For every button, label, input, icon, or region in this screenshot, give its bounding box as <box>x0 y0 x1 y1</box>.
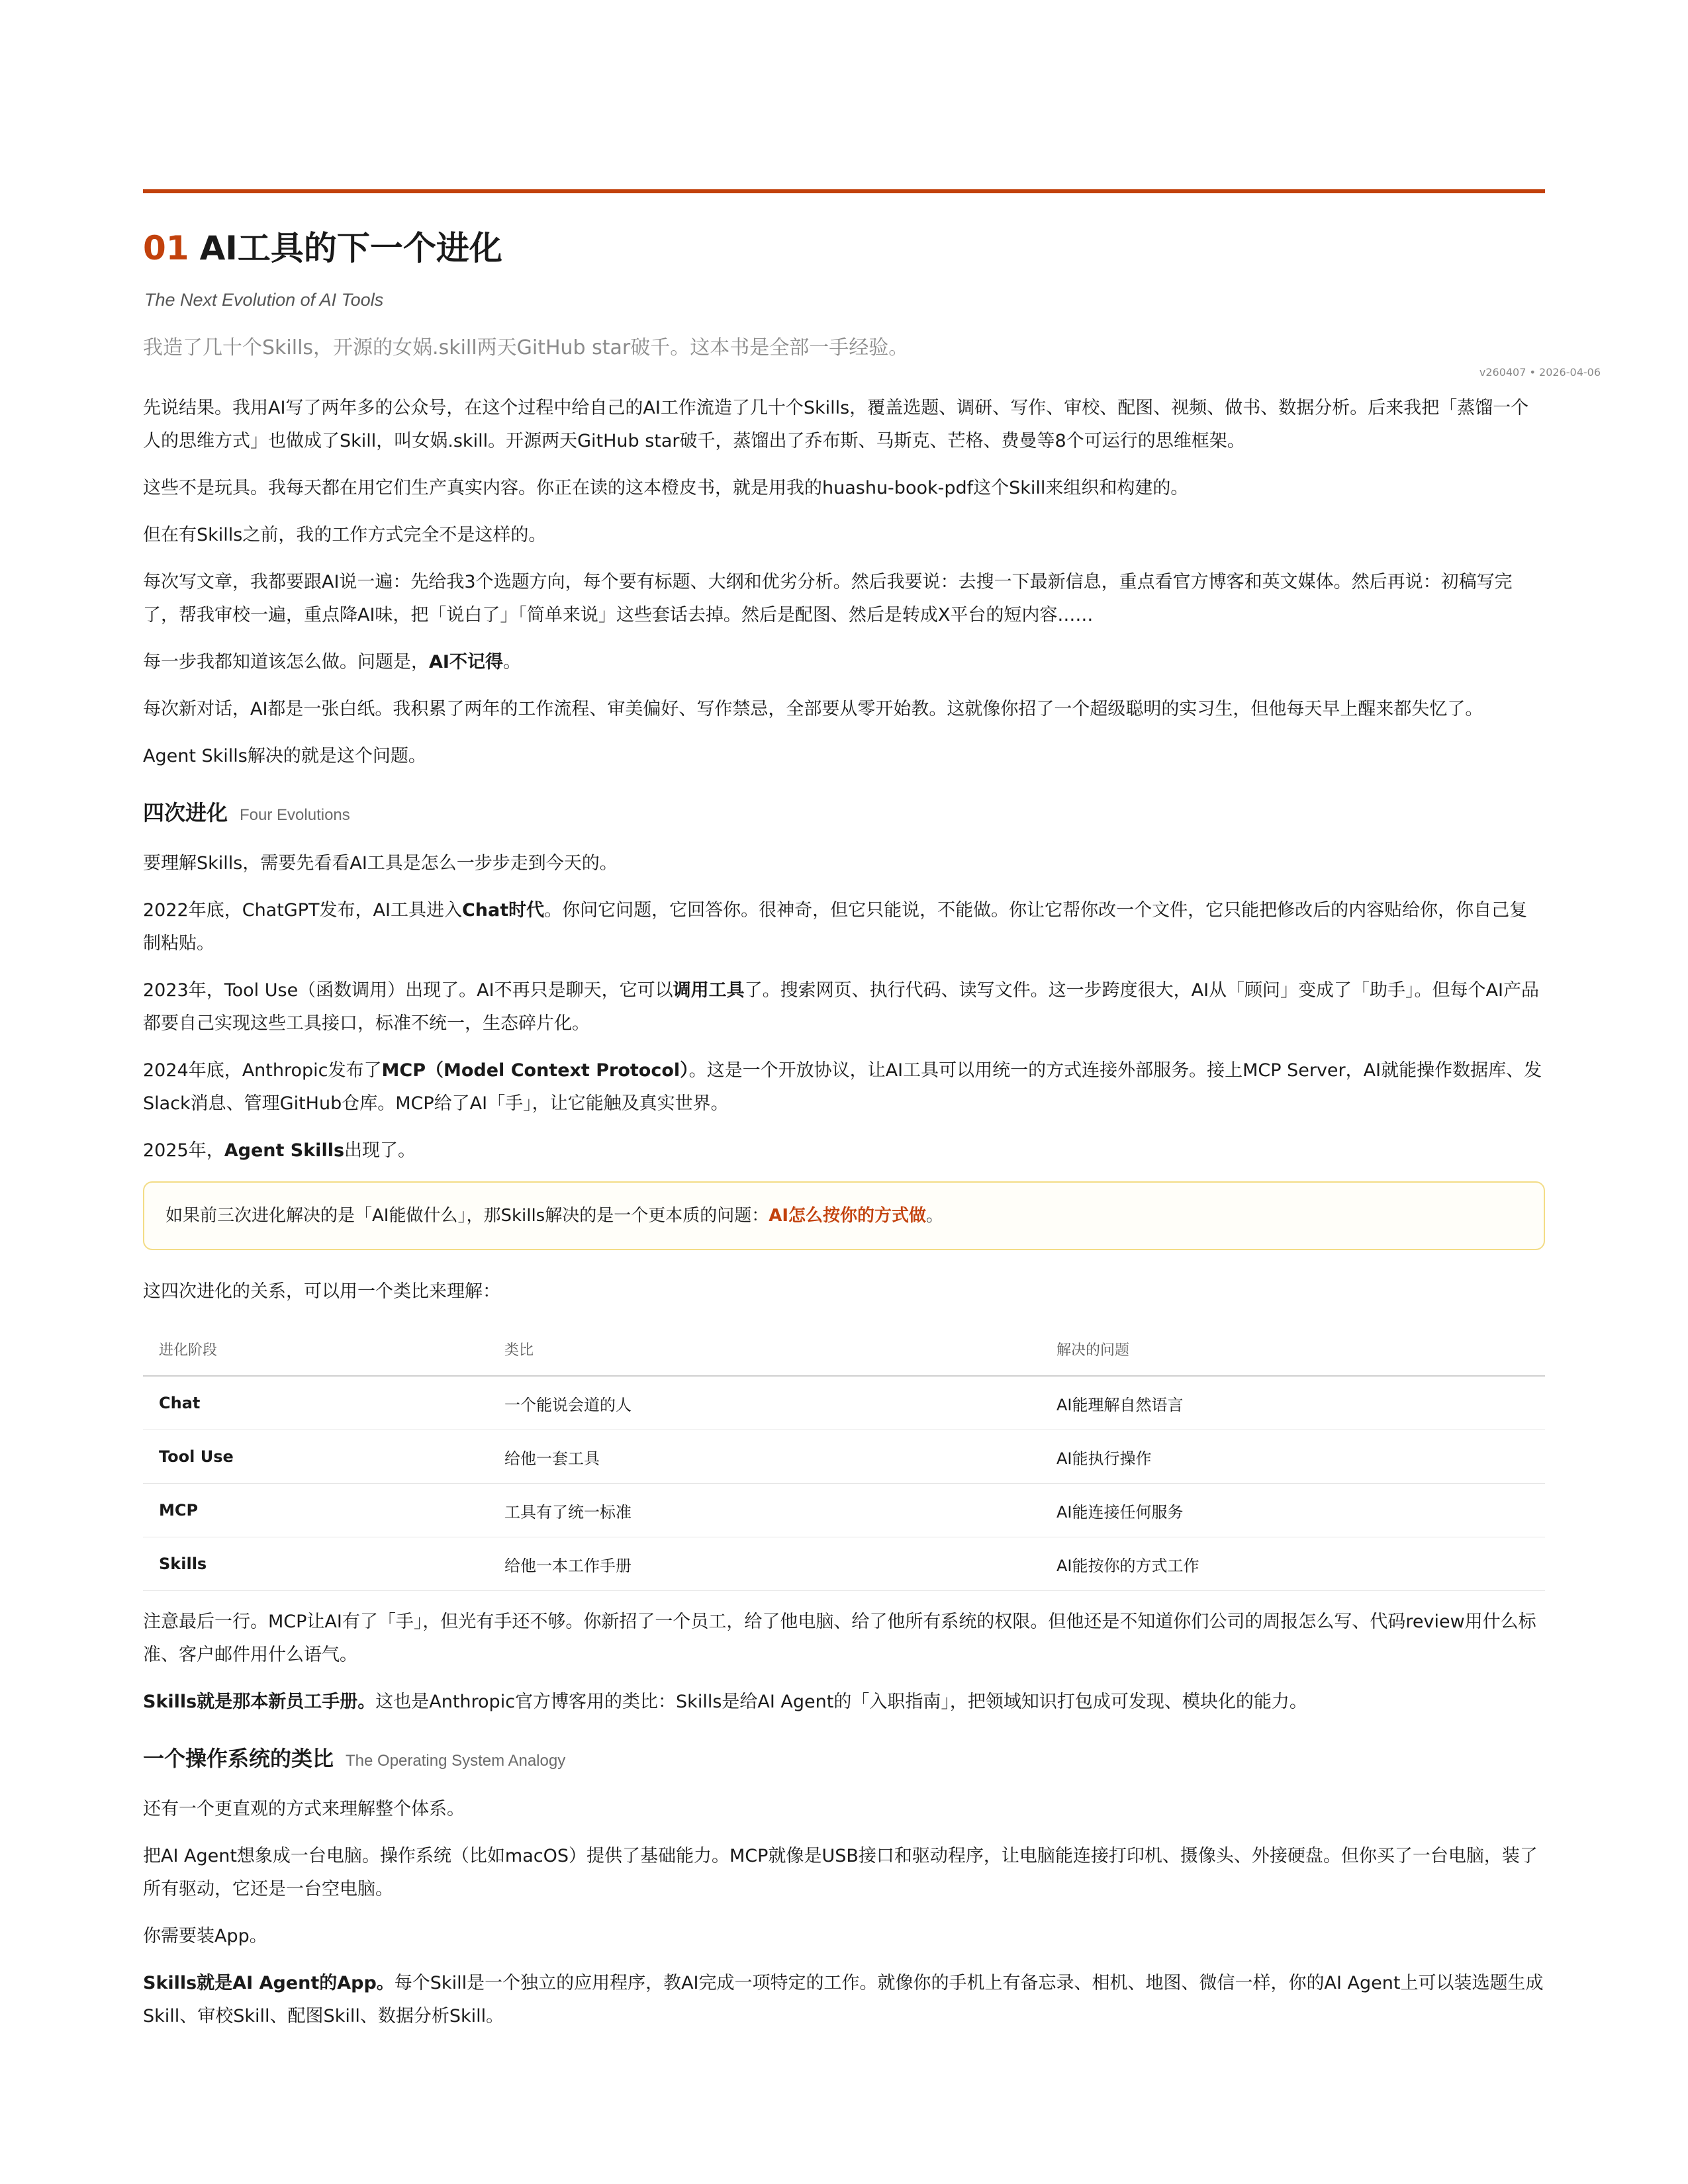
intro-paragraph-5 <box>143 646 1545 679</box>
text-run: 如果前三次进化解决的是「AI能做什么」，那Skills解决的是一个更本质的问题： <box>165 1206 769 1226</box>
text-run: 。 <box>926 1206 944 1226</box>
evolutions-paragraph-7: 注意最后一行。MCP让AI有了「手」，但光有手还不够。你新招了一个员工，给了他电脑、给了他所有系统的权限。但他还是不知道你们公司的周报怎么写、代码review用什么标准、客户邮件用什么语气。 <box>143 1612 1536 1665</box>
section-title-en: Four Evolutions <box>240 806 350 824</box>
evolutions-paragraph-3 <box>143 974 1545 1040</box>
evolution-table <box>143 1322 1545 1591</box>
evolutions-paragraph-1: 要理解Skills，需要先看看AI工具是怎么一步步走到今天的。 <box>143 853 618 874</box>
table-cell: Skills <box>143 1537 489 1591</box>
os-paragraph-2: 把AI Agent想象成一台电脑。操作系统（比如macOS）提供了基础能力。MCP就像是USB接口和驱动程序，让电脑能连接打印机、摄像头、外接硬盘。但你买了一台电脑，装了所有驱动，它还是一台空电脑。 <box>143 1846 1538 1899</box>
intro-paragraph-6: 每次新对话，AI都是一张白纸。我积累了两年的工作流程、审美偏好、写作禁忌，全部要从零开始教。这就像你招了一个超级聪明的实习生，但他每天早上醒来都失忆了。 <box>143 699 1483 719</box>
table-cell: MCP <box>143 1484 489 1537</box>
chapter-subtitle-en: The Next Evolution of AI Tools <box>144 290 384 310</box>
text-run: 每一步我都知道该怎么做。问题是， <box>143 652 429 672</box>
evolutions-paragraph-2 <box>143 894 1545 960</box>
table-header-row <box>143 1322 1545 1376</box>
os-paragraph-3: 你需要装App。 <box>143 1926 267 1946</box>
section-title-en: The Operating System Analogy <box>346 1752 566 1770</box>
chapter-tagline: 我造了几十个Skills，开源的女娲.skill两天GitHub star破千。这本书是全部一手经验。 <box>143 336 909 359</box>
intro-paragraph-1: 先说结果。我用AI写了两年多的公众号，在这个过程中给自己的AI工作流造了几十个Skills，覆盖选题、调研、写作、审校、配图、视频、做书、数据分析。后来我把「蒸馏一个人的思维方式」也做成了Skill，叫女娲.skill。开源两天GitHub star破千，蒸馏出了乔布斯、马斯克、芒格、费曼等8个可运行的思维框架。 <box>143 398 1529 451</box>
table-cell: Chat <box>143 1376 489 1430</box>
chapter-number: 01 <box>143 229 189 267</box>
table-cell: Tool Use <box>143 1430 489 1484</box>
table-cell: AI能连接任何服务 <box>1041 1484 1545 1537</box>
bold-run: Skills就是AI Agent的App。 <box>143 1973 395 1993</box>
table-header-cell: 解决的问题 <box>1041 1322 1545 1376</box>
evolutions-paragraph-4 <box>143 1054 1545 1120</box>
evolutions-paragraph-8 <box>143 1686 1545 1719</box>
intro-paragraph-2: 这些不是玩具。我每天都在用它们生产真实内容。你正在读的这本橙皮书，就是用我的huashu-book-pdf这个Skill来组织和构建的。 <box>143 478 1189 498</box>
section-title: 四次进化 <box>143 800 228 825</box>
os-paragraph-4 <box>143 1967 1545 2033</box>
table-row <box>143 1376 1545 1430</box>
chapter-body <box>143 392 1545 2047</box>
intro-paragraph-7: Agent Skills解决的就是这个问题。 <box>143 746 426 766</box>
text-run: 2022年底，ChatGPT发布，AI工具进入 <box>143 900 462 921</box>
evolutions-paragraph-6: 这四次进化的关系，可以用一个类比来理解： <box>143 1281 500 1302</box>
highlight-run: AI怎么按你的方式做 <box>769 1206 927 1226</box>
os-paragraph-1: 还有一个更直观的方式来理解整个体系。 <box>143 1799 465 1819</box>
intro-paragraph-4: 每次写文章，我都要跟AI说一遍：先给我3个选题方向，每个要有标题、大纲和优劣分析。然后我要说：去搜一下最新信息，重点看官方博客和英文媒体。然后再说：初稿写完了，帮我审校一遍，重点降AI味，把「说白了」「简单来说」这些套话去掉。然后是配图、然后是转成X平台的短内容…… <box>143 572 1513 625</box>
table-cell: 一个能说会道的人 <box>489 1376 1041 1430</box>
evolutions-paragraph-5 <box>143 1134 1545 1167</box>
header-rule <box>143 189 1545 193</box>
table-cell: 给他一套工具 <box>489 1430 1041 1484</box>
section-title: 一个操作系统的类比 <box>143 1746 334 1771</box>
table-row <box>143 1430 1545 1484</box>
text-run: 每个Skill是一个独立的应用程序，教AI完成一项特定的工作。就像你的手机上有备忘录、相机、地图、微信一样，你的AI Agent上可以装选题生成Skill、审校Skill、配图Skill、数据分析Skill。 <box>143 1973 1544 2026</box>
text-run: 了。搜索网页、执行代码、读写文件。这一步跨度很大，AI从「顾问」变成了「助手」。但每个AI产品都要自己实现这些工具接口，标准不统一，生态碎片化。 <box>143 980 1539 1034</box>
text-run: 。 <box>502 652 521 672</box>
table-cell: AI能按你的方式工作 <box>1041 1537 1545 1591</box>
text-run: 2025年， <box>143 1140 224 1161</box>
bold-run: Agent Skills <box>224 1140 345 1161</box>
section-heading-os <box>143 1739 1545 1781</box>
intro-paragraph-3: 但在有Skills之前，我的工作方式完全不是这样的。 <box>143 525 547 545</box>
table-cell: AI能理解自然语言 <box>1041 1376 1545 1430</box>
bold-run: Chat时代 <box>461 900 545 921</box>
table-header-cell: 类比 <box>489 1322 1041 1376</box>
text-run: 出现了。 <box>344 1140 416 1161</box>
table-row <box>143 1537 1545 1591</box>
table-cell: AI能执行操作 <box>1041 1430 1545 1484</box>
bold-run: MCP（Model Context Protocol） <box>381 1060 689 1081</box>
bold-run: 调用工具 <box>673 980 745 1001</box>
text-run: 。这是一个开放协议，让AI工具可以用统一的方式连接外部服务。接上MCP Server，AI就能操作数据库、发Slack消息、管理GitHub仓库。MCP给了AI「手」，让它能触及真实世界。 <box>143 1060 1542 1114</box>
text-run: 这也是Anthropic官方博客用的类比：Skills是给AI Agent的「入职指南」，把领域知识打包成可发现、模块化的能力。 <box>375 1692 1307 1712</box>
bold-run: AI不记得 <box>429 652 503 672</box>
bold-run: Skills就是那本新员工手册。 <box>143 1692 376 1712</box>
table-cell: 工具有了统一标准 <box>489 1484 1041 1537</box>
table-row <box>143 1484 1545 1537</box>
text-run: 。你问它问题，它回答你。很神奇，但它只能说，不能做。你让它帮你改一个文件，它只能把修改后的内容贴给你，你自己复制粘贴。 <box>143 900 1528 954</box>
chapter-title <box>143 225 502 271</box>
table-cell: 给他一本工作手册 <box>489 1537 1041 1591</box>
version-stamp: v260407 • 2026-04-06 <box>1479 366 1601 379</box>
table-header-cell: 进化阶段 <box>143 1322 489 1376</box>
callout-box <box>143 1181 1545 1250</box>
chapter-title-text: AI工具的下一个进化 <box>199 229 502 267</box>
text-run: 2024年底，Anthropic发布了 <box>143 1060 382 1081</box>
text-run: 2023年，Tool Use（函数调用）出现了。AI不再只是聊天，它可以 <box>143 980 673 1001</box>
section-heading-evolutions <box>143 793 1545 835</box>
